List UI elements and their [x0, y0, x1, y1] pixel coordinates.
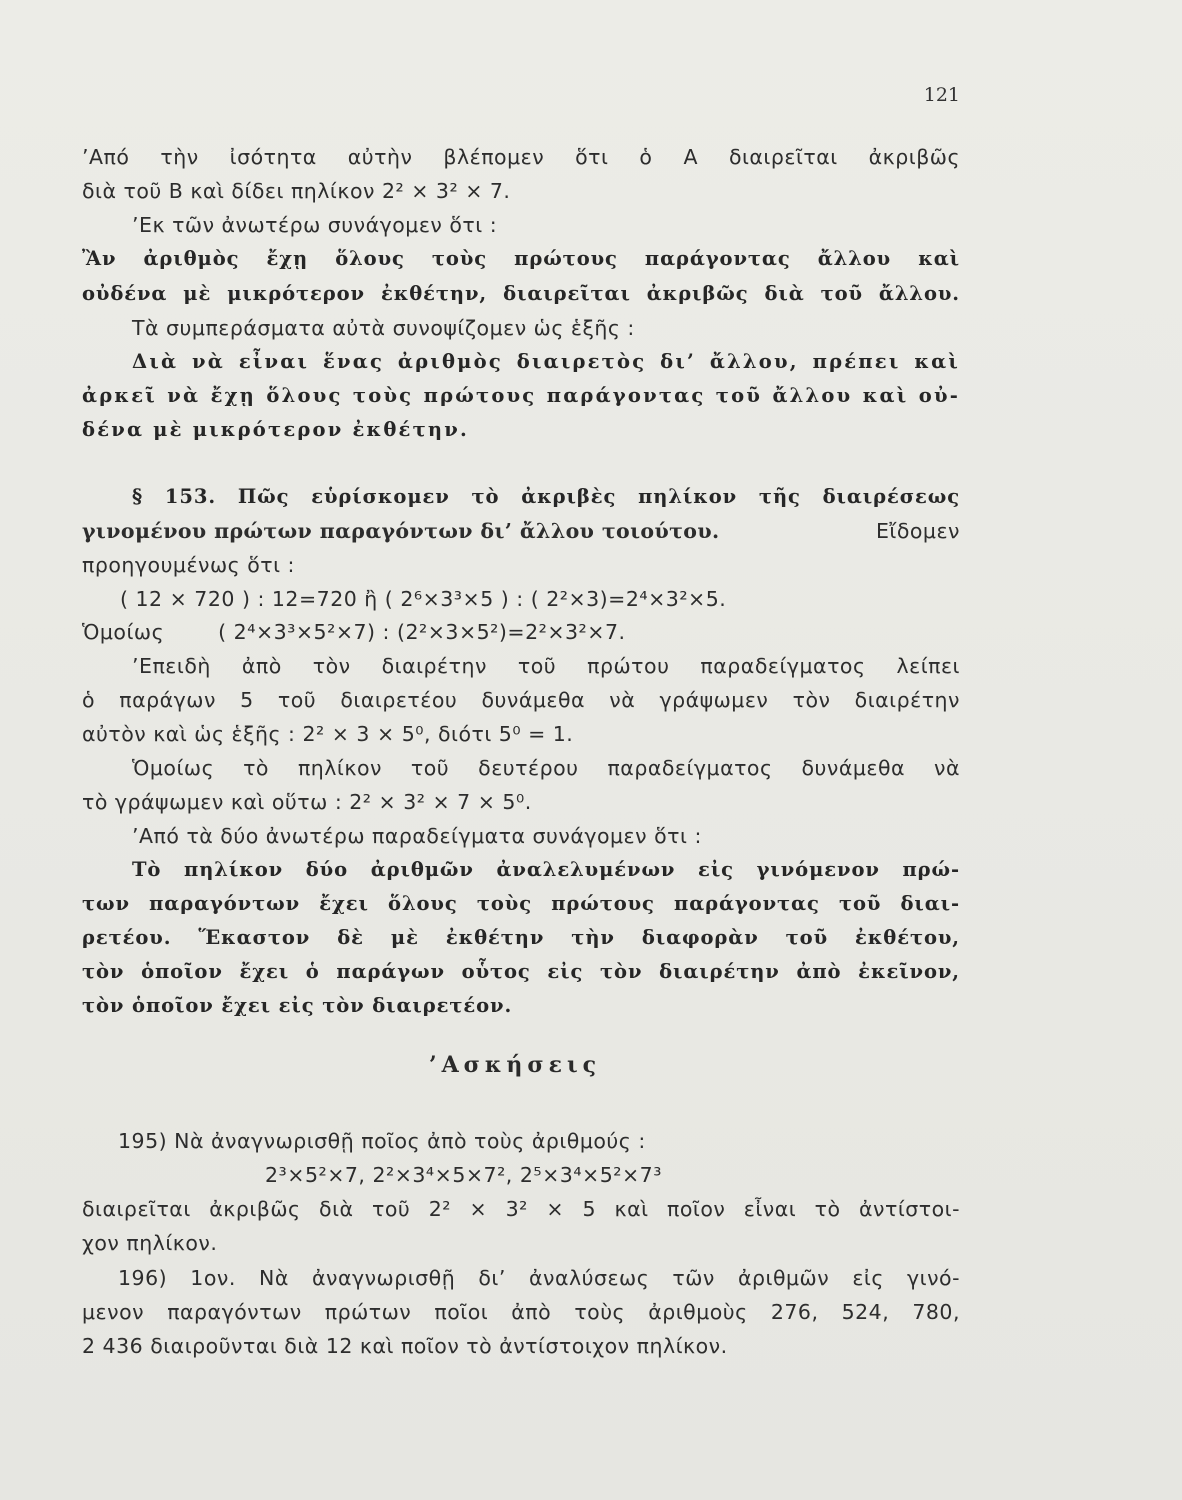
text-line: Ὁμοίως τὸ πηλίκον τοῦ δευτέρου παραδείγματος δυνάμεθα νὰ [132, 756, 960, 780]
section-153-heading: § 153. Πῶς εὑρίσκομεν τὸ ἀκριβὲς πηλίκον τῆς διαιρέσεως [132, 485, 960, 508]
rule-text-line: οὐδένα μὲ μικρότερον ἐκθέτην, διαιρεῖται ἀκριβῶς διὰ τοῦ ἄλλου. [82, 282, 960, 305]
text-line: ’Από τὰ δύο ἀνωτέρω παραδείγματα συνάγομεν ὅτι : [132, 824, 702, 848]
rule-text-line: Ἂν ἀριθμὸς ἔχῃ ὅλους τοὺς πρώτους παράγοντας ἄλλου καὶ [82, 247, 960, 270]
exercise-equation: 2³×5²×7, 2²×3⁴×5×7², 2⁵×3⁴×5²×7³ [265, 1163, 662, 1187]
text-line: Τὰ συμπεράσματα αὐτὰ συνοψίζομεν ὡς ἑξῆς : [132, 316, 635, 340]
equation-line [82, 617, 960, 647]
page-number: 121 [923, 84, 960, 106]
rule-text-line: Διὰ νὰ εἶναι ἕνας ἀριθμὸς διαιρετὸς δι’ ἄλλου, πρέπει καὶ [132, 350, 960, 373]
exercise-line: 195) Νὰ ἀναγνωρισθῇ ποῖος ἀπὸ τοὺς ἀριθμούς : [118, 1129, 646, 1153]
rule-text-line: ρετέου. Ἕκαστον δὲ μὲ ἐκθέτην τὴν διαφορὰν τοῦ ἐκθέτου, [82, 926, 960, 949]
text-line: ’Από τὴν ἰσότητα αὐτὴν βλέπομεν ὅτι ὁ Α διαιρεῖται ἀκριβῶς [82, 145, 960, 169]
equation-label: Ὁμοίως [82, 620, 165, 644]
exercise-line: 196) 1ον. Νὰ ἀναγνωρισθῇ δι’ ἀναλύσεως τῶν ἀριθμῶν εἰς γινό- [118, 1266, 960, 1290]
section-153-title-end: γινομένου πρώτων παραγόντων δι’ ἄλλου τοιούτου. [82, 519, 720, 543]
rule-text-line: δένα μὲ μικρότερον ἐκθέτην. [82, 418, 470, 441]
exercises-heading: ’Ασκήσεις [428, 1052, 602, 1078]
rule-text-line: Τὸ πηλίκον δύο ἀριθμῶν ἀναλελυμένων εἰς γινόμενον πρώ- [132, 858, 960, 881]
equation-line: ( 12 × 720 ) : 12=720 ἢ ( 2⁶×3³×5 ) : ( 2²×3)=2⁴×3²×5. [120, 587, 727, 611]
exercise-line: διαιρεῖται ἀκριβῶς διὰ τοῦ 2² × 3² × 5 καὶ ποῖον εἶναι τὸ ἀντίστοι- [82, 1197, 960, 1221]
rule-text-line: των παραγόντων ἔχει ὅλους τοὺς πρώτους παράγοντας τοῦ διαι- [82, 892, 960, 915]
text-line: διὰ τοῦ Β καὶ δίδει πηλίκον 2² × 3² × 7. [82, 179, 511, 203]
text-line: προηγουμένως ὅτι : [82, 553, 295, 577]
text-line: ’Εκ τῶν ἀνωτέρω συνάγομεν ὅτι : [132, 213, 498, 237]
section-153-text-start: Εἴδομεν [875, 519, 960, 543]
text-line: αὐτὸν καὶ ὡς ἑξῆς : 2² × 3 × 5⁰, διότι 5⁰ = 1. [82, 722, 574, 746]
exercise-line: χον πηλίκον. [82, 1231, 218, 1255]
exercise-line: μενον παραγόντων πρώτων ποῖοι ἀπὸ τοὺς ἀριθμοὺς 276, 524, 780, [82, 1300, 960, 1324]
exercise-line: 2 436 διαιροῦνται διὰ 12 καὶ ποῖον τὸ ἀντίστοιχον πηλίκον. [82, 1334, 728, 1358]
text-line: ’Επειδὴ ἀπὸ τὸν διαιρέτην τοῦ πρώτου παραδείγματος λείπει [132, 654, 960, 678]
equation: ( 2⁴×3³×5²×7) : (2²×3×5²)=2²×3²×7. [218, 620, 626, 644]
rule-text-line: τὸν ὁποῖον ἔχει ὁ παράγων οὗτος εἰς τὸν διαιρέτην ἀπὸ ἐκεῖνον, [82, 960, 960, 983]
rule-text-line: ἀρκεῖ νὰ ἔχῃ ὅλους τοὺς πρώτους παράγοντας τοῦ ἄλλου καὶ οὐ- [82, 384, 960, 407]
section-153-heading-cont [82, 516, 960, 546]
text-line: τὸ γράψωμεν καὶ οὕτω : 2² × 3² × 7 × 5⁰. [82, 790, 532, 814]
rule-text-line: τὸν ὁποῖον ἔχει εἰς τὸν διαιρετέον. [82, 994, 513, 1017]
text-line: ὁ παράγων 5 τοῦ διαιρετέου δυνάμεθα νὰ γράψωμεν τὸν διαιρέτην [82, 688, 960, 712]
